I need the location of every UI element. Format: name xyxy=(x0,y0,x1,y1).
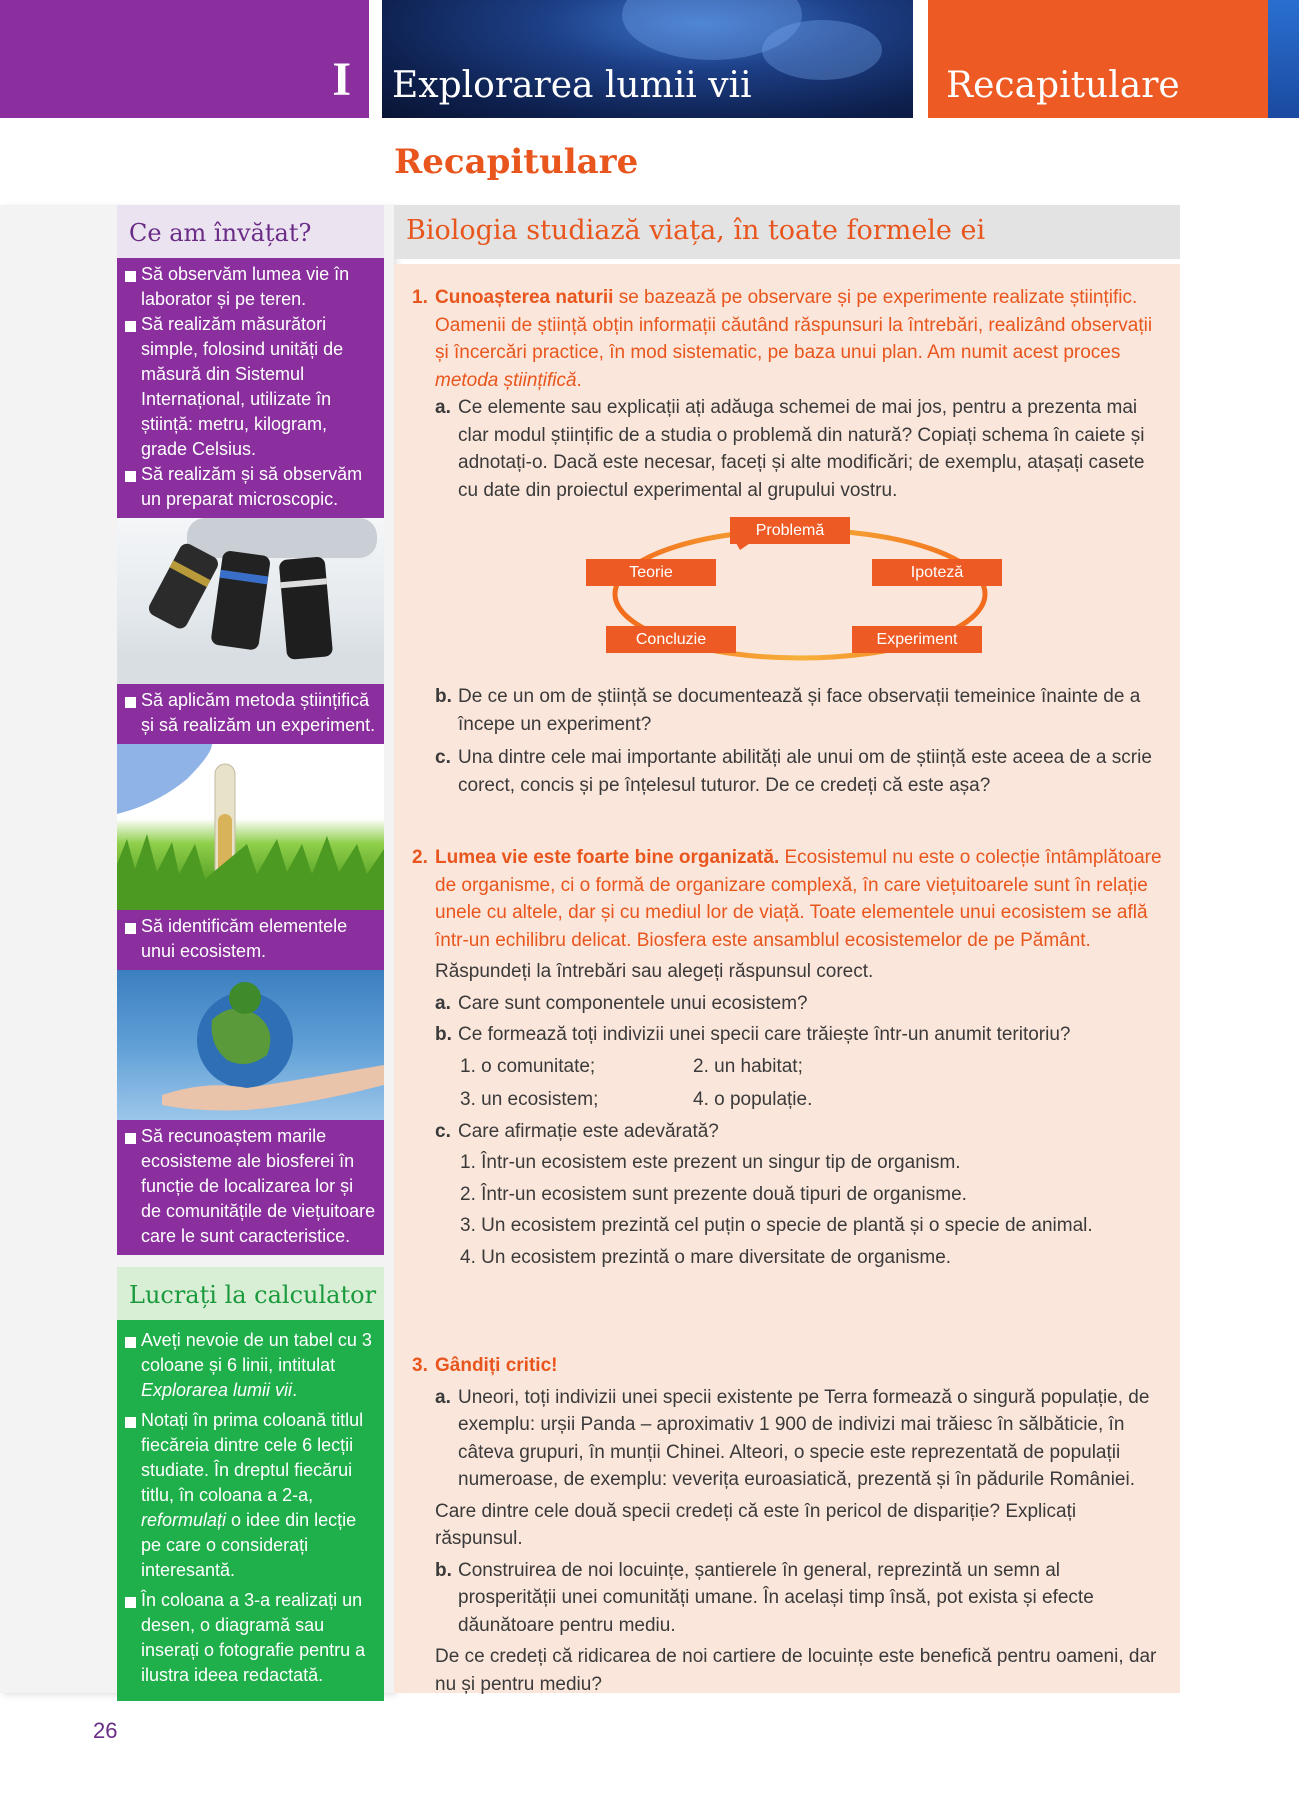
subquestion-c: c. Care afirmație este adevărată? xyxy=(435,1120,719,1142)
objective-item: Să realizăm și să observăm un preparat microscopic. xyxy=(125,462,376,512)
section-heading: Biologia studiază viața, în toate formele ei xyxy=(394,205,1180,259)
question-intro: Lumea vie este foarte bine organizată. Ecosistemul nu este o colecție întâmplătoare de organisme, ci o formă de organizare complexă, în care viețuitoarele sunt în relație unele cu altele, dar și cu mediul lor de viață. Toate elementele unui ecosistem se află într-un echilibru delicat. Biosfera este ansamblul ecosistemelor de pe Pământ. xyxy=(435,847,1162,951)
question-number: 1. xyxy=(412,287,428,308)
objective-item: Să recunoaștem marile ecosisteme ale biosferei în funcție de localizarea lor și de comunitățile de viețuitoare care le sunt caracteristice. xyxy=(125,1124,376,1249)
computer-task-item: În coloana a 3-a realizați un desen, o diagramă sau inserați o fotografie pentru a ilustra ideea redactată. xyxy=(125,1588,376,1688)
subquestion-c: c. Una dintre cele mai importante abilități ale unui om de știință este aceea de a scrie corect, concis și pe înțelesul tuturor. De ce credeți că este așa? xyxy=(435,747,1152,796)
answer-option: 3. un ecosistem; xyxy=(460,1089,599,1110)
objectives-block xyxy=(117,258,384,518)
answer-option: 4. o populație. xyxy=(693,1089,813,1110)
computer-task-block xyxy=(117,1320,384,1701)
microscope-photo xyxy=(117,518,384,684)
subquestion-a: a. Uneori, toți indivizii unei specii existente pe Terra formează o singură populație, de exemplu: urșii Panda – aproximativ 1 900 de indivizi mai trăiesc în sălbăticie, în câteva grupuri, în munții Chinei. Alteori, o specie este reprezentată de populații numeroase, de exemplu: veverița euroasiatică, prezentă și în pădurile României. xyxy=(435,1386,1150,1490)
answer-option: 1. Într-un ecosistem este prezent un singur tip de organism. xyxy=(460,1152,961,1173)
objective-item: Să realizăm măsurători simple, folosind unități de măsură din Sistemul Internațional, utilizate în știință: metru, kilogram, grade Celsius. xyxy=(125,312,376,462)
answer-option: 3. Un ecosistem prezintă cel puțin o specie de plantă și o specie de animal. xyxy=(460,1215,1093,1236)
page-title: Recapitulare xyxy=(394,142,639,182)
page-number: 26 xyxy=(93,1718,118,1743)
subquestion-b: b. De ce un om de știință se documentează și face observații temeinice înainte de a începe un experiment? xyxy=(435,686,1141,735)
answer-option: 1. o comunitate; xyxy=(460,1055,596,1077)
diagram-box-conclusion: Concluzie xyxy=(606,626,736,653)
subquestion-a-question: Care dintre cele două specii credeți că este în pericol de dispariție? Explicați răspunsul. xyxy=(435,1500,1077,1549)
objectives-block xyxy=(117,684,384,744)
answer-option: 4. Un ecosistem prezintă o mare diversitate de organisme. xyxy=(460,1246,952,1268)
question-title: Gândiți critic! xyxy=(435,1355,558,1376)
diagram-box-theory: Teorie xyxy=(586,559,716,586)
scientific-method-diagram xyxy=(580,516,1020,676)
objective-item: Să aplicăm metoda științifică și să realizăm un experiment. xyxy=(125,688,376,738)
chapter-banner xyxy=(0,0,369,118)
subquestion-a: a. Care sunt componentele unui ecosistem? xyxy=(435,992,808,1014)
question-intro: Cunoașterea naturii se bazează pe observare și pe experimente realizate științific. Oamenii de știință obțin informații căutând răspunsuri la întrebări, realizând observații și încercări practice, în mod sistematic, pe baza unui plan. Am numit acest proces metoda științifică. xyxy=(435,287,1153,391)
objectives-block xyxy=(117,1120,384,1255)
chapter-number: I xyxy=(332,53,351,106)
question-number: 3. xyxy=(412,1355,428,1376)
test-tube-grass-photo xyxy=(117,744,384,910)
subquestion-b: b. Construirea de noi locuințe, șantierele în general, reprezintă un semn al prosperității unei comunități umane. În același timp însă, pot exista și efecte dăunătoare pentru mediu. xyxy=(435,1559,1094,1636)
objective-item: Să identificăm elementele unui ecosistem. xyxy=(125,914,376,964)
header-edge-image xyxy=(1268,0,1299,118)
diagram-box-experiment: Experiment xyxy=(852,626,982,653)
question-2 xyxy=(412,844,1162,1271)
answer-options xyxy=(412,1053,1162,1114)
exercise-panel xyxy=(394,264,1180,1693)
objectives-block xyxy=(117,910,384,970)
section-tab xyxy=(928,0,1268,118)
computer-task-item: Notați în prima coloană titlul fiecăreia dintre cele 6 lecții studiate. În dreptul fiecărui titlu, în coloana a 2-a, reformulați o idee din lecție pe care o considerați interesantă. xyxy=(125,1408,376,1583)
diagram-box-hypothesis: Ipoteză xyxy=(872,559,1002,586)
question-number: 2. xyxy=(412,847,428,868)
question-1 xyxy=(412,284,1162,504)
computer-task-item: Aveți nevoie de un tabel cu 3 coloane și 6 linii, intitulat Explorarea lumii vii. xyxy=(125,1328,376,1403)
answer-option: 2. un habitat; xyxy=(693,1055,803,1077)
question-instruction: Răspundeți la întrebări sau alegeți răspunsul corect. xyxy=(435,961,874,982)
answer-option: 2. Într-un ecosistem sunt prezente două tipuri de organisme. xyxy=(460,1183,967,1205)
subquestion-b: b. Ce formează toți indivizii unei specii care trăiește într-un anumit teritoriu? xyxy=(435,1024,1071,1045)
diagram-box-problem: Problemă xyxy=(730,517,850,544)
sidebar-heading: Ce am învățat? xyxy=(117,205,384,258)
objective-item: Să observăm lumea vie în laborator și pe teren. xyxy=(125,262,376,312)
subquestion-a: a. Ce elemente sau explicații ați adăuga schemei de mai jos, pentru a prezenta mai clar modul științific de a studia o problemă din natură? Copiați schema în caiete și adnotați-o. Dacă este necesar, faceți și alte modificări; de exemplu, atașați casete cu date din proiectul experimental al grupului vostru. xyxy=(435,397,1145,501)
chapter-title: Explorarea lumii vii xyxy=(392,65,752,106)
chapter-banner-image xyxy=(382,0,913,118)
question-1-followup xyxy=(412,683,1162,799)
computer-task-heading: Lucrați la calculator xyxy=(117,1267,384,1320)
earth-in-hand-photo xyxy=(117,970,384,1120)
question-3 xyxy=(412,1352,1162,1698)
learning-sidebar xyxy=(117,205,384,1701)
section-tab-label: Recapitulare xyxy=(946,65,1180,106)
subquestion-b-question: De ce credeți că ridicarea de noi cartiere de locuințe este benefică pentru oameni, dar nu și pentru mediu? xyxy=(435,1646,1157,1695)
